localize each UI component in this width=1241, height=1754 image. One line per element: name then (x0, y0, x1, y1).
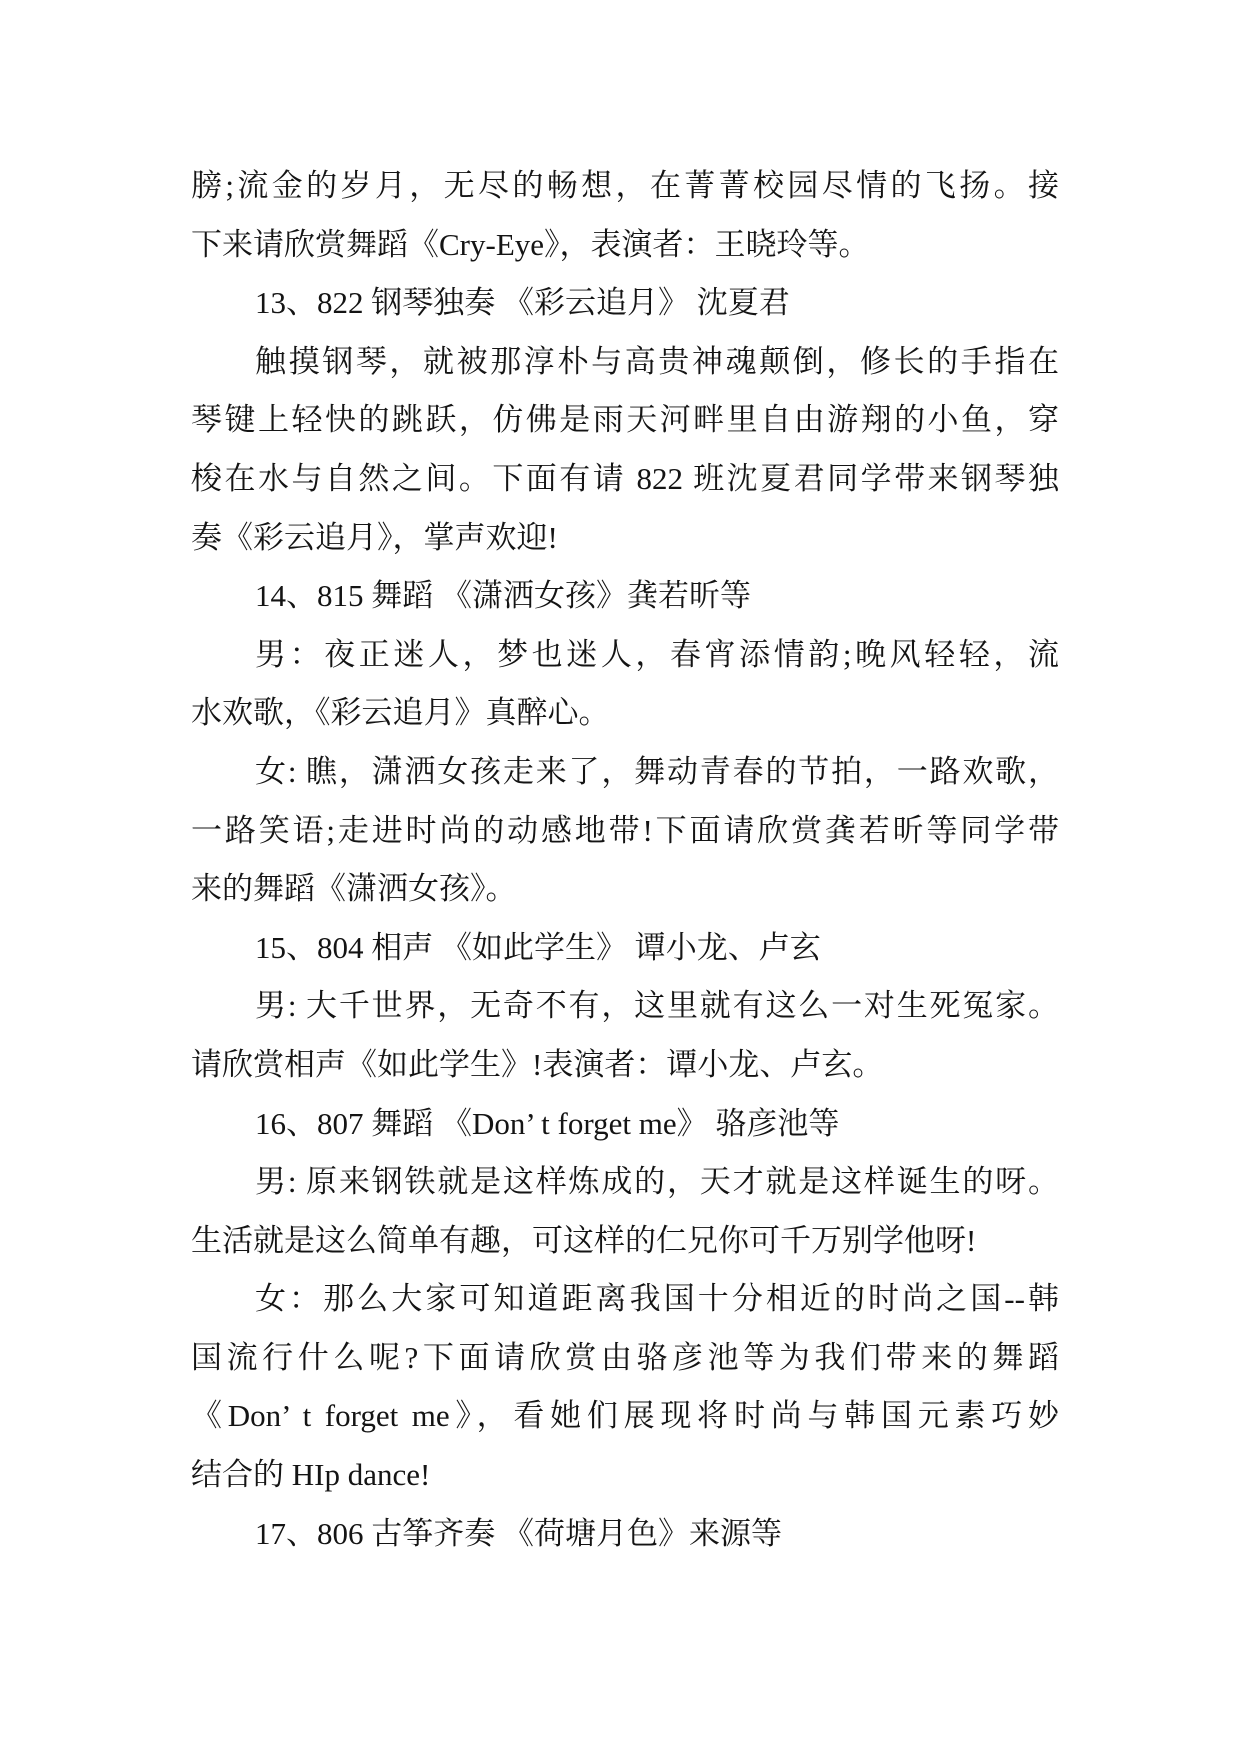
paragraph (191, 743, 1059, 919)
text-line: 下来请欣赏舞蹈《Cry-Eye》，表演者：王晓玲等。 (191, 226, 870, 262)
text-line: 来的舞蹈《潇洒女孩》。 (191, 871, 517, 907)
paragraph (191, 977, 1059, 1094)
text-line: 结合的 HIp dance! (191, 1457, 431, 1493)
program-item-heading (191, 567, 1059, 626)
text-line: 国流行什么呢?下面请欣赏由骆彦池等为我们带来的舞蹈 (191, 1339, 1059, 1375)
program-item-heading (191, 1505, 1059, 1564)
text-line: 触摸钢琴，就被那淳朴与高贵神魂颠倒，修长的手指在 (255, 343, 1059, 379)
program-item-heading (191, 274, 1059, 333)
text-line: 梭在水与自然之间。下面有请 822 班沈夏君同学带来钢琴独 (191, 460, 1059, 496)
text-line: 一路笑语;走进时尚的动感地带!下面请欣赏龚若昕等同学带 (191, 812, 1059, 848)
text-line: 女：那么大家可知道距离我国十分相近的时尚之国--韩 (255, 1281, 1059, 1317)
paragraph (191, 157, 1059, 274)
text-line: 琴键上轻快的跳跃，仿佛是雨天河畔里自由游翔的小鱼，穿 (191, 402, 1059, 438)
text-line: 请欣赏相声《如此学生》!表演者：谭小龙、卢玄。 (191, 1046, 884, 1082)
text-line: 14、815 舞蹈 《潇洒女孩》龚若昕等 (255, 578, 751, 614)
text-line: 水欢歌，《彩云追月》真醉心。 (191, 695, 610, 731)
text-line: 16、807 舞蹈 《Don’ t forget me》 骆彦池等 (255, 1105, 840, 1141)
text-line: 17、806 古筝齐奏 《荷塘月色》来源等 (255, 1515, 782, 1551)
text-line: 《Don’ t forget me》，看她们展现将时尚与韩国元素巧妙 (191, 1398, 1059, 1434)
text-line: 女: 瞧，潇洒女孩走来了，舞动青春的节拍，一路欢歌， (255, 753, 1059, 789)
paragraph (191, 626, 1059, 743)
text-line: 男: 原来钢铁就是这样炼成的，天才就是这样诞生的呀。 (255, 1164, 1059, 1200)
text-line: 13、822 钢琴独奏 《彩云追月》 沈夏君 (255, 285, 790, 321)
text-line: 膀;流金的岁月，无尽的畅想，在菁菁校园尽情的飞扬。接 (191, 168, 1059, 203)
paragraph (191, 1153, 1059, 1270)
text-line: 生活就是这么简单有趣，可这样的仁兄你可千万别学他呀! (191, 1222, 977, 1258)
text-line: 15、804 相声 《如此学生》 谭小龙、卢玄 (255, 929, 821, 965)
document-page (191, 157, 1059, 1563)
text-line: 男: 大千世界，无奇不有，这里就有这么一对生死冤家。 (255, 988, 1059, 1024)
program-item-heading (191, 919, 1059, 978)
text-line: 奏《彩云追月》，掌声欢迎! (191, 519, 558, 555)
program-item-heading (191, 1095, 1059, 1154)
text-line: 男：夜正迷人，梦也迷人，春宵添情韵;晚风轻轻，流 (255, 636, 1059, 672)
paragraph (191, 1270, 1059, 1504)
paragraph (191, 333, 1059, 567)
